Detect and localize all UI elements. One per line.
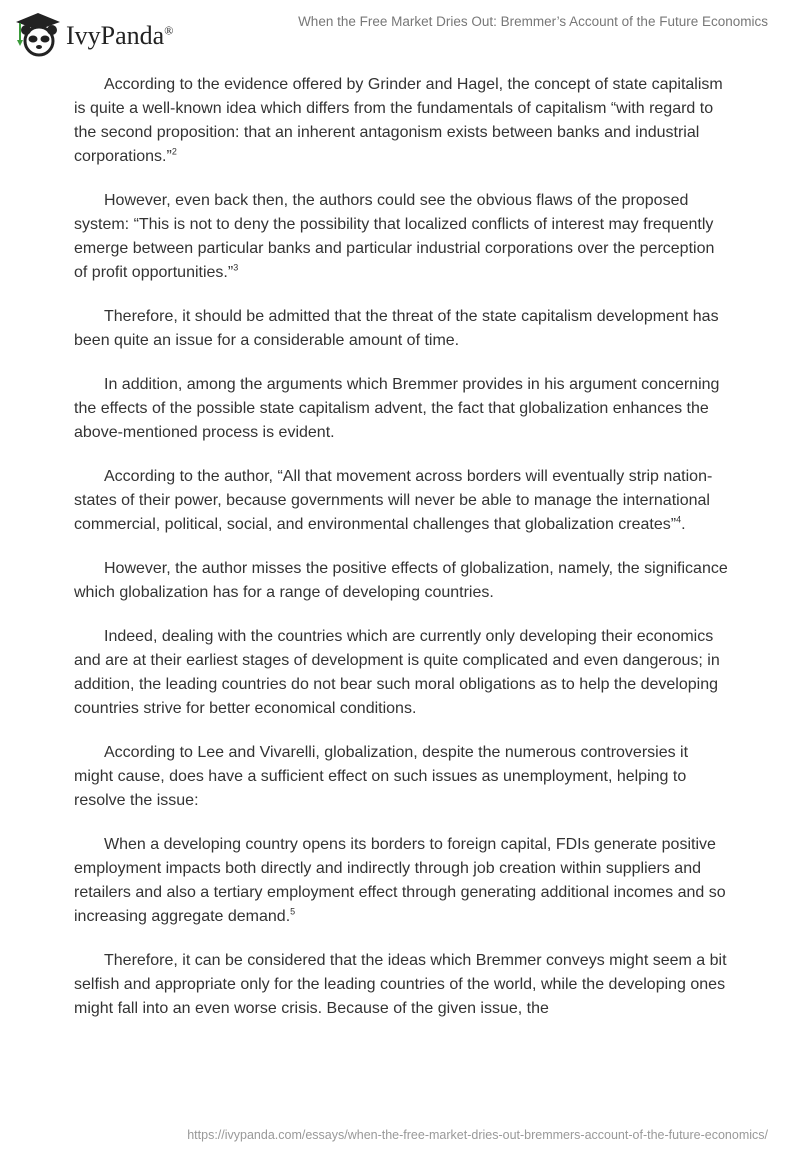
- footnote-marker: 4: [676, 514, 682, 525]
- paragraph: [74, 73, 728, 169]
- brand-name: [66, 21, 173, 51]
- paragraph-text: According to the author, “All that movement across borders will eventually strip nation-states of their power, because governments will never be able to manage the international commercial, political, social, and environmental challenges that globalization creates”: [74, 468, 713, 533]
- paragraph-text: However, the author misses the positive effects of globalization, namely, the significance which globalization has for a range of developing countries.: [74, 560, 728, 601]
- paragraph: [74, 741, 728, 813]
- paragraph: [74, 373, 728, 445]
- paragraph: [74, 189, 728, 285]
- paragraph: [74, 625, 728, 721]
- footnote-marker: 2: [171, 146, 177, 157]
- ivypanda-logo[interactable]: [12, 8, 173, 58]
- paragraph-text: Therefore, it can be considered that the ideas which Bremmer conveys might seem a bit selfish and appropriate only for the leading countries of the world, while the developing ones might fall into an even worse crisis. Because of the given issue, the: [74, 952, 727, 1017]
- footnote-marker: 5: [290, 906, 296, 917]
- paragraph-text: However, even back then, the authors could see the obvious flaws of the proposed system: “This is not to deny the possibility that localized conflicts of interest may frequently emerge between particular banks and particular industrial corporations over the perception of profit opportunities.”: [74, 192, 715, 281]
- document-title: When the Free Market Dries Out: Bremmer’s Account of the Future Economics: [298, 14, 768, 29]
- paragraph: [74, 557, 728, 605]
- paragraph: [74, 305, 728, 353]
- paragraph-text: According to Lee and Vivarelli, globalization, despite the numerous controversies it might cause, does have a sufficient effect on such issues as unemployment, helping to resolve the issue:: [74, 744, 689, 809]
- paragraph: [74, 949, 728, 1021]
- panda-graduate-icon: [12, 8, 64, 58]
- source-url[interactable]: https://ivypanda.com/essays/when-the-free-market-dries-out-bremmers-account-of-the-future-economics/: [187, 1128, 768, 1142]
- paragraph-text: Indeed, dealing with the countries which are currently only developing their economics and are at their earliest stages of development is quite complicated and even dangerous; in addition, the leading countries do not bear such moral obligations as to help the developing countries strive for better economical conditions.: [74, 628, 720, 717]
- brand-text: IvyPanda: [66, 21, 165, 50]
- paragraph-text: In addition, among the arguments which Bremmer provides in his argument concerning the effects of the possible state capitalism advent, the fact that globalization enhances the above-mentioned process is evident.: [74, 376, 720, 441]
- paragraph-punctuation: .: [681, 516, 686, 533]
- registered-mark: ®: [164, 23, 174, 38]
- paragraph: [74, 465, 728, 537]
- essay-body: [74, 73, 728, 1041]
- paragraph-text: Therefore, it should be admitted that the threat of the state capitalism development has been quite an issue for a considerable amount of time.: [74, 308, 719, 349]
- paragraph-text: According to the evidence offered by Grinder and Hagel, the concept of state capitalism is quite a well-known idea which differs from the fundamentals of capitalism “with regard to the second proposition: that an inherent antagonism exists between banks and industrial corporations.”: [74, 76, 723, 165]
- footnote-marker: 3: [233, 262, 239, 273]
- paragraph-text: When a developing country opens its borders to foreign capital, FDIs generate positive employment impacts both directly and indirectly through job creation within suppliers and retailers and also a tertiary employment effect through generating additional incomes and so increasing aggregate demand.: [74, 836, 726, 925]
- paragraph: [74, 833, 728, 929]
